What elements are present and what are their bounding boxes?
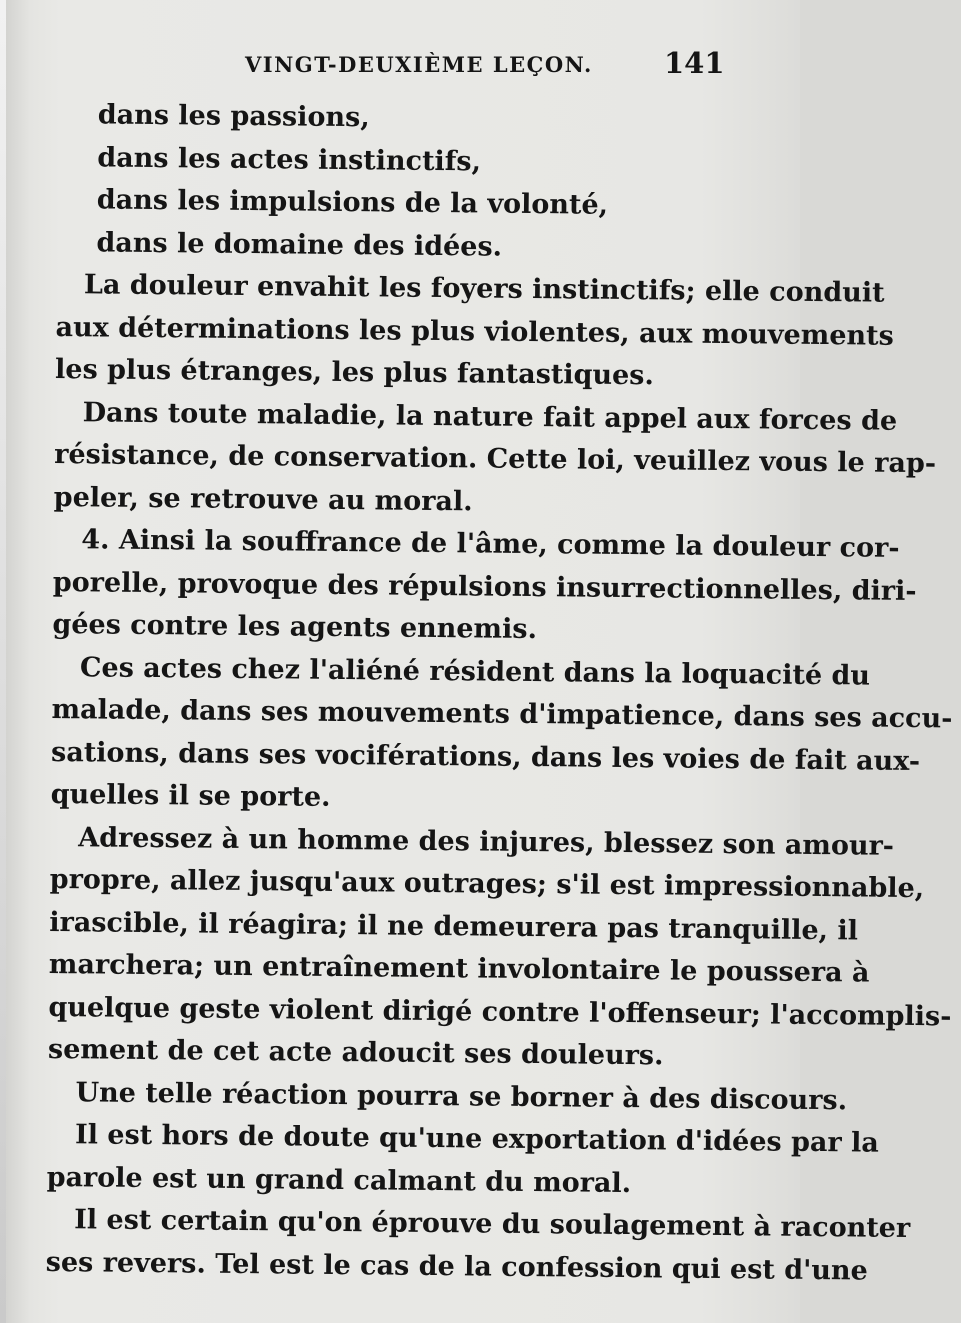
text-line: Il est hors de doute qu'une exportation d'idées par la	[74, 1119, 879, 1159]
text-line: ses revers. Tel est le cas de la confession qui est d'une	[45, 1246, 868, 1287]
text-line: les plus étranges, les plus fantastiques.	[54, 353, 655, 392]
text-line: marchera; un entraînement involontaire le poussera à	[48, 948, 870, 989]
text-line: peler, se retrouve au moral.	[53, 481, 473, 517]
page-number: 141	[664, 46, 725, 80]
text-line: sations, dans ses vociférations, dans les voies de fait aux-	[50, 736, 921, 777]
text-line: dans les impulsions de la volonté,	[96, 184, 609, 221]
text-line: porelle, provoque des répulsions insurrectionnelles, diri-	[52, 566, 917, 607]
text-line: aux déterminations les plus violentes, aux mouvements	[55, 311, 894, 352]
text-line: propre, allez jusqu'aux outrages; s'il est impressionnable,	[49, 863, 925, 905]
text-line: résistance, de conservation. Cette loi, veuillez vous le rap-	[54, 438, 937, 480]
text-line: dans le domaine des idées.	[96, 226, 503, 263]
text-line: malade, dans ses mouvements d'impatience, dans ses accu-	[51, 693, 953, 735]
page-header	[0, 46, 800, 86]
body-text	[45, 94, 953, 1291]
text-line: Dans toute maladie, la nature fait appel aux forces de	[82, 396, 898, 437]
text-line: irascible, il réagira; il ne demeurera pas tranquille, il	[49, 906, 859, 946]
text-line: quelles il se porte.	[50, 778, 331, 813]
text-line: gées contre les agents ennemis.	[52, 608, 538, 646]
text-line: dans les passions,	[97, 99, 370, 134]
text-line: Adressez à un homme des injures, blessez son amour-	[78, 821, 895, 862]
page-edge-shadow	[0, 0, 6, 1323]
text-line: quelque geste violent dirigé contre l'offenseur; l'accomplis-	[48, 991, 952, 1032]
text-line: Il est certain qu'on éprouve du soulagement à raconter	[74, 1204, 911, 1244]
text-line: 4. Ainsi la souffrance de l'âme, comme la douleur cor-	[81, 524, 900, 564]
text-line: Ces actes chez l'aliéné résident dans la loquacité du	[79, 651, 871, 692]
text-line: dans les actes instinctifs,	[97, 141, 482, 177]
text-line: parole est un grand calmant du moral.	[46, 1161, 632, 1199]
text-line: Une telle réaction pourra se borner à des discours.	[75, 1076, 848, 1116]
text-line: La douleur envahit les foyers instinctifs; elle conduit	[83, 269, 885, 309]
running-title: VINGT-DEUXIÈME LEÇON.	[245, 52, 593, 77]
text-line: sement de cet acte adoucit ses douleurs.	[47, 1033, 664, 1072]
